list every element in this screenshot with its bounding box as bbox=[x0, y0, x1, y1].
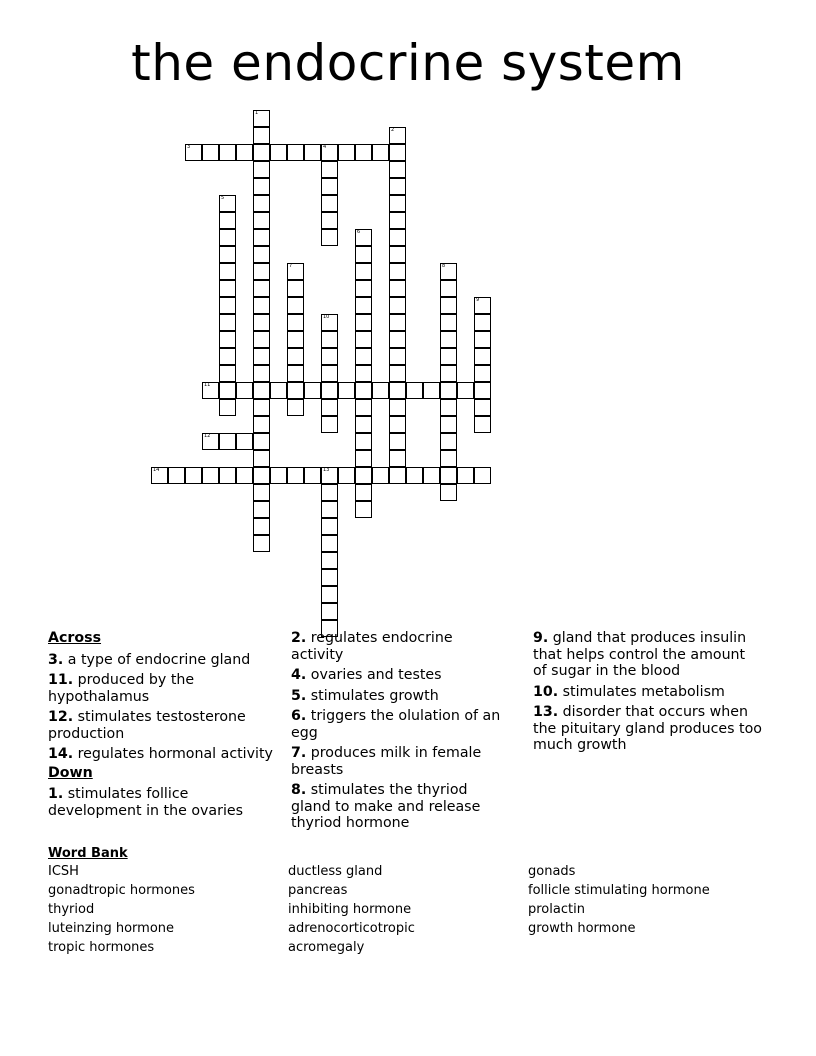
crossword-cell[interactable] bbox=[253, 212, 270, 229]
crossword-cell[interactable] bbox=[202, 467, 219, 484]
clue-number: 2 bbox=[391, 127, 395, 133]
crossword-cell[interactable] bbox=[474, 382, 491, 399]
crossword-cell[interactable] bbox=[474, 348, 491, 365]
crossword-cell[interactable] bbox=[389, 263, 406, 280]
crossword-cell[interactable] bbox=[440, 263, 457, 280]
crossword-cell[interactable] bbox=[287, 297, 304, 314]
crossword-cell[interactable] bbox=[270, 144, 287, 161]
down-heading: Down bbox=[48, 764, 93, 781]
word-bank-item: ductless gland bbox=[288, 864, 383, 879]
clues-column-2 bbox=[291, 630, 501, 836]
crossword-cell[interactable] bbox=[389, 280, 406, 297]
crossword-cell[interactable] bbox=[389, 433, 406, 450]
crossword-cell[interactable] bbox=[185, 467, 202, 484]
word-bank-column-3 bbox=[528, 862, 710, 938]
crossword-cell[interactable] bbox=[474, 297, 491, 314]
crossword-cell[interactable] bbox=[287, 399, 304, 416]
crossword-cell[interactable] bbox=[389, 195, 406, 212]
clue-across-14: 14. regulates hormonal activity bbox=[48, 746, 273, 762]
crossword-cell[interactable] bbox=[287, 314, 304, 331]
crossword-cell[interactable] bbox=[270, 382, 287, 399]
clues-column-3 bbox=[533, 630, 763, 758]
crossword-cell[interactable] bbox=[440, 467, 457, 484]
crossword-cell[interactable] bbox=[236, 433, 253, 450]
word-bank-item: gonadtropic hormones bbox=[48, 883, 195, 898]
crossword-cell[interactable] bbox=[321, 501, 338, 518]
crossword-cell[interactable] bbox=[355, 399, 372, 416]
crossword-cell[interactable] bbox=[321, 518, 338, 535]
crossword-cell[interactable] bbox=[253, 399, 270, 416]
crossword-cell[interactable] bbox=[355, 484, 372, 501]
crossword-cell[interactable] bbox=[321, 331, 338, 348]
crossword-cell[interactable] bbox=[321, 195, 338, 212]
crossword-cell[interactable] bbox=[219, 195, 236, 212]
word-bank-item: acromegaly bbox=[288, 940, 365, 955]
clue-across-11: 11. produced by the hypothalamus bbox=[48, 672, 195, 705]
crossword-cell[interactable] bbox=[389, 144, 406, 161]
crossword-cell[interactable] bbox=[253, 127, 270, 144]
word-bank-item: thyriod bbox=[48, 902, 95, 917]
crossword-cell[interactable] bbox=[321, 603, 338, 620]
crossword-cell[interactable] bbox=[474, 314, 491, 331]
word-bank-item: gonads bbox=[528, 864, 576, 879]
crossword-cell[interactable] bbox=[219, 331, 236, 348]
crossword-cell[interactable] bbox=[253, 467, 270, 484]
crossword-cell[interactable] bbox=[270, 467, 287, 484]
crossword-cell[interactable] bbox=[389, 212, 406, 229]
crossword-cell[interactable] bbox=[355, 314, 372, 331]
crossword-cell[interactable] bbox=[321, 535, 338, 552]
crossword-cell[interactable] bbox=[219, 348, 236, 365]
crossword-cell[interactable] bbox=[321, 382, 338, 399]
clue-number: 5 bbox=[221, 195, 225, 201]
crossword-cell[interactable] bbox=[253, 195, 270, 212]
clue-number: 12 bbox=[204, 433, 211, 439]
crossword-cell[interactable] bbox=[202, 144, 219, 161]
crossword-cell[interactable] bbox=[355, 263, 372, 280]
crossword-cell[interactable] bbox=[219, 229, 236, 246]
crossword-cell[interactable] bbox=[355, 450, 372, 467]
crossword-cell[interactable] bbox=[287, 365, 304, 382]
crossword-cell[interactable] bbox=[355, 331, 372, 348]
crossword-cell[interactable] bbox=[287, 263, 304, 280]
clue-number: 14 bbox=[153, 467, 160, 473]
crossword-cell[interactable] bbox=[304, 144, 321, 161]
crossword-cell[interactable] bbox=[338, 144, 355, 161]
crossword-cell[interactable] bbox=[423, 382, 440, 399]
crossword-cell[interactable] bbox=[406, 467, 423, 484]
crossword-cell[interactable] bbox=[474, 416, 491, 433]
crossword-cell[interactable] bbox=[389, 297, 406, 314]
crossword-cell[interactable] bbox=[219, 314, 236, 331]
crossword-cell[interactable] bbox=[287, 382, 304, 399]
crossword-cell[interactable] bbox=[355, 280, 372, 297]
crossword-cell[interactable] bbox=[355, 416, 372, 433]
word-bank-item: tropic hormones bbox=[48, 940, 155, 955]
word-bank-item: growth hormone bbox=[528, 921, 636, 936]
word-bank-heading: Word Bank bbox=[48, 846, 128, 861]
crossword-cell[interactable] bbox=[253, 246, 270, 263]
word-bank-item: ICSH bbox=[48, 864, 79, 879]
crossword-cell[interactable] bbox=[287, 280, 304, 297]
crossword-cell[interactable] bbox=[389, 178, 406, 195]
clue-across-12: 12. stimulates testosterone production bbox=[48, 709, 246, 742]
crossword-cell[interactable] bbox=[440, 297, 457, 314]
crossword-cell[interactable] bbox=[321, 161, 338, 178]
crossword-cell[interactable] bbox=[440, 280, 457, 297]
crossword-cell[interactable] bbox=[168, 467, 185, 484]
crossword-cell[interactable] bbox=[389, 314, 406, 331]
crossword-cell[interactable] bbox=[355, 433, 372, 450]
crossword-cell[interactable] bbox=[389, 161, 406, 178]
word-bank-item: luteinzing hormone bbox=[48, 921, 175, 936]
crossword-cell[interactable] bbox=[440, 450, 457, 467]
crossword-cell[interactable] bbox=[253, 433, 270, 450]
crossword-cell[interactable] bbox=[355, 467, 372, 484]
crossword-cell[interactable] bbox=[253, 484, 270, 501]
crossword-cell[interactable] bbox=[219, 365, 236, 382]
crossword-cell[interactable] bbox=[253, 501, 270, 518]
crossword-cell[interactable] bbox=[355, 382, 372, 399]
crossword-cell[interactable] bbox=[355, 365, 372, 382]
crossword-cell[interactable] bbox=[253, 144, 270, 161]
clue-down-4: 4. ovaries and testes bbox=[291, 667, 442, 683]
crossword-cell[interactable] bbox=[389, 127, 406, 144]
crossword-cell[interactable] bbox=[236, 144, 253, 161]
word-bank-item: prolactin bbox=[528, 902, 585, 917]
crossword-cell[interactable] bbox=[474, 331, 491, 348]
crossword-cell[interactable] bbox=[219, 280, 236, 297]
clue-number: 9 bbox=[476, 297, 480, 303]
crossword-cell[interactable] bbox=[253, 314, 270, 331]
clue-down-10: 10. stimulates metabolism bbox=[533, 683, 725, 700]
puzzle-title: the endocrine system bbox=[131, 34, 685, 92]
crossword-cell[interactable] bbox=[321, 348, 338, 365]
crossword-cell[interactable] bbox=[440, 331, 457, 348]
crossword-cell[interactable] bbox=[338, 382, 355, 399]
crossword-cell[interactable] bbox=[253, 416, 270, 433]
crossword-cell[interactable] bbox=[389, 229, 406, 246]
clue-number: 13 bbox=[323, 467, 330, 473]
crossword-cell[interactable] bbox=[321, 416, 338, 433]
crossword-cell[interactable] bbox=[253, 229, 270, 246]
crossword-cell[interactable] bbox=[372, 382, 389, 399]
clue-down-8: 8. stimulates the thyriod gland to make and release thyriod hormone bbox=[291, 782, 481, 831]
crossword-cell[interactable] bbox=[253, 280, 270, 297]
clue-number: 1 bbox=[255, 110, 259, 116]
crossword-cell[interactable] bbox=[287, 467, 304, 484]
crossword-cell[interactable] bbox=[406, 382, 423, 399]
crossword-cell[interactable] bbox=[474, 467, 491, 484]
crossword-cell[interactable] bbox=[219, 399, 236, 416]
crossword-cell[interactable] bbox=[202, 382, 219, 399]
crossword-cell[interactable] bbox=[321, 212, 338, 229]
crossword-cell[interactable] bbox=[372, 467, 389, 484]
crossword-cell[interactable] bbox=[253, 518, 270, 535]
clue-number: 8 bbox=[442, 263, 446, 269]
crossword-cell[interactable] bbox=[253, 365, 270, 382]
crossword-cell[interactable] bbox=[389, 416, 406, 433]
crossword-cell[interactable] bbox=[389, 365, 406, 382]
clue-number: 4 bbox=[323, 144, 327, 150]
word-bank-column-2 bbox=[288, 862, 415, 957]
crossword-cell[interactable] bbox=[253, 161, 270, 178]
crossword-cell[interactable] bbox=[355, 246, 372, 263]
word-bank-column-1 bbox=[48, 862, 195, 957]
crossword-cell[interactable] bbox=[389, 246, 406, 263]
crossword-cell[interactable] bbox=[321, 229, 338, 246]
crossword-cell[interactable] bbox=[321, 365, 338, 382]
crossword-cell[interactable] bbox=[355, 144, 372, 161]
crossword-cell[interactable] bbox=[321, 467, 338, 484]
crossword-cell[interactable] bbox=[338, 467, 355, 484]
clue-number: 11 bbox=[204, 382, 211, 388]
clue-down-13: 13. disorder that occurs when the pituitary gland produces too much growth bbox=[533, 704, 762, 753]
crossword-cell[interactable] bbox=[457, 467, 474, 484]
clue-number: 10 bbox=[323, 314, 330, 320]
crossword-cell[interactable] bbox=[219, 297, 236, 314]
clue-down-2: 2. regulates endocrine activity bbox=[291, 630, 453, 663]
clue-number: 3 bbox=[187, 144, 191, 150]
word-bank-item: inhibiting hormone bbox=[288, 902, 412, 917]
crossword-cell[interactable] bbox=[440, 433, 457, 450]
crossword-cell[interactable] bbox=[372, 144, 389, 161]
crossword-cell[interactable] bbox=[474, 365, 491, 382]
crossword-cell[interactable] bbox=[219, 433, 236, 450]
word-bank-item: follicle stimulating hormone bbox=[528, 883, 710, 898]
crossword-cell[interactable] bbox=[236, 382, 253, 399]
word-bank-item: pancreas bbox=[288, 883, 348, 898]
crossword-cell[interactable] bbox=[457, 382, 474, 399]
crossword-cell[interactable] bbox=[355, 297, 372, 314]
crossword-cell[interactable] bbox=[440, 314, 457, 331]
crossword-cell[interactable] bbox=[253, 535, 270, 552]
crossword-cell[interactable] bbox=[321, 552, 338, 569]
word-bank-item: adrenocorticotropic bbox=[288, 921, 415, 936]
clue-across-3: 3. a type of endocrine gland bbox=[48, 651, 251, 668]
clue-down-6: 6. triggers the olulation of an egg bbox=[291, 708, 501, 741]
crossword-cell[interactable] bbox=[219, 263, 236, 280]
crossword-cell[interactable] bbox=[389, 450, 406, 467]
clues-column-1 bbox=[48, 630, 276, 823]
crossword-cell[interactable] bbox=[355, 501, 372, 518]
crossword-cell[interactable] bbox=[389, 331, 406, 348]
crossword-cell[interactable] bbox=[287, 348, 304, 365]
crossword-cell[interactable] bbox=[440, 399, 457, 416]
clue-down-5: 5. stimulates growth bbox=[291, 687, 439, 704]
crossword-cell[interactable] bbox=[321, 569, 338, 586]
crossword-cell[interactable] bbox=[440, 348, 457, 365]
crossword-cell[interactable] bbox=[304, 382, 321, 399]
crossword-cell[interactable] bbox=[253, 450, 270, 467]
crossword-cell[interactable] bbox=[474, 399, 491, 416]
crossword-cell[interactable] bbox=[253, 178, 270, 195]
crossword-cell[interactable] bbox=[440, 484, 457, 501]
crossword-cell[interactable] bbox=[253, 263, 270, 280]
crossword-cell[interactable] bbox=[287, 144, 304, 161]
crossword-cell[interactable] bbox=[253, 297, 270, 314]
crossword-cell[interactable] bbox=[219, 467, 236, 484]
crossword-cell[interactable] bbox=[389, 467, 406, 484]
crossword-cell[interactable] bbox=[389, 399, 406, 416]
crossword-cell[interactable] bbox=[321, 314, 338, 331]
crossword-cell[interactable] bbox=[219, 144, 236, 161]
clue-down-7: 7. produces milk in female breasts bbox=[291, 745, 482, 778]
crossword-cell[interactable] bbox=[151, 467, 168, 484]
crossword-cell[interactable] bbox=[389, 348, 406, 365]
crossword-cell[interactable] bbox=[236, 467, 253, 484]
crossword-cell[interactable] bbox=[185, 144, 202, 161]
crossword-cell[interactable] bbox=[219, 212, 236, 229]
clue-number: 6 bbox=[357, 229, 361, 235]
crossword-cell[interactable] bbox=[253, 382, 270, 399]
crossword-cell[interactable] bbox=[321, 399, 338, 416]
crossword-cell[interactable] bbox=[287, 331, 304, 348]
crossword-cell[interactable] bbox=[321, 484, 338, 501]
crossword-cell[interactable] bbox=[321, 144, 338, 161]
crossword-cell[interactable] bbox=[321, 178, 338, 195]
crossword-cell[interactable] bbox=[440, 416, 457, 433]
crossword-cell[interactable] bbox=[253, 331, 270, 348]
crossword-cell[interactable] bbox=[355, 348, 372, 365]
crossword-cell[interactable] bbox=[219, 382, 236, 399]
crossword-cell[interactable] bbox=[219, 246, 236, 263]
crossword-cell[interactable] bbox=[389, 382, 406, 399]
clue-down-1: 1. stimulates follice development in the ovaries bbox=[48, 786, 244, 819]
crossword-cell[interactable] bbox=[202, 433, 219, 450]
clue-number: 7 bbox=[289, 263, 293, 269]
crossword-cell[interactable] bbox=[253, 110, 270, 127]
crossword-cell[interactable] bbox=[253, 348, 270, 365]
crossword-cell[interactable] bbox=[440, 365, 457, 382]
clue-down-9: 9. gland that produces insulin that helps control the amount of sugar in the blood bbox=[533, 630, 747, 679]
crossword-cell[interactable] bbox=[321, 586, 338, 603]
across-heading: Across bbox=[48, 630, 102, 646]
crossword-cell[interactable] bbox=[423, 467, 440, 484]
crossword-cell[interactable] bbox=[440, 382, 457, 399]
crossword-cell[interactable] bbox=[304, 467, 321, 484]
crossword-cell[interactable] bbox=[355, 229, 372, 246]
